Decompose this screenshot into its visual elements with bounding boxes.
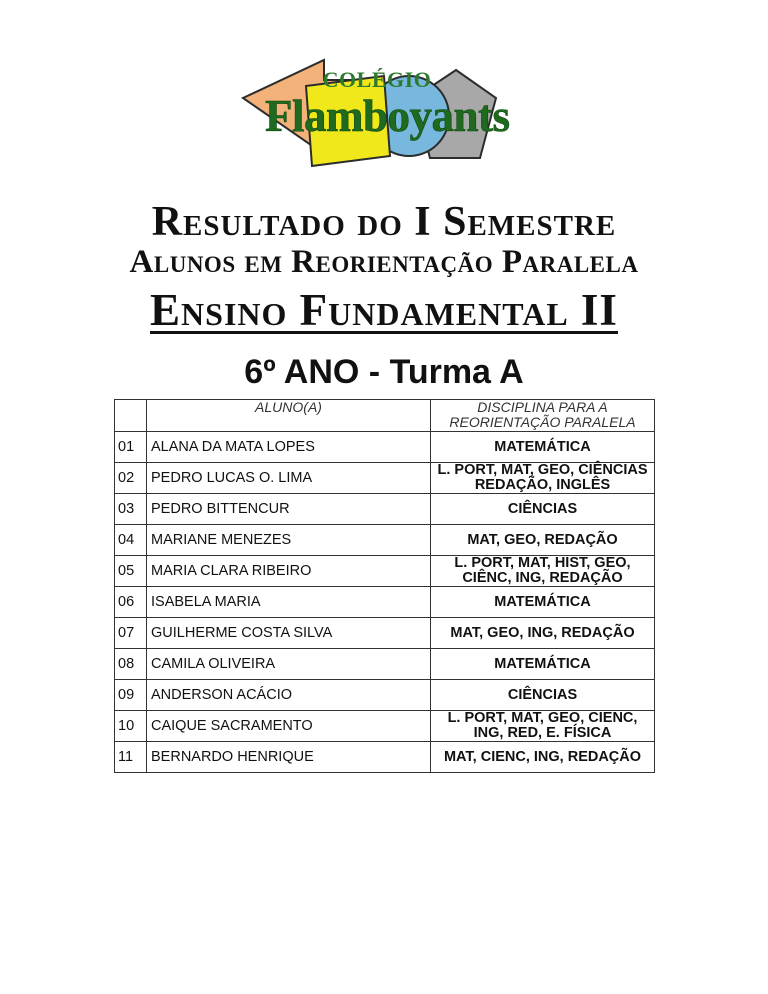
row-subjects: MATEMÁTICA [431, 432, 655, 463]
table-row [115, 587, 655, 618]
row-num: 06 [115, 587, 147, 618]
logo-college-text: COLÉGIO [322, 67, 432, 92]
row-subjects: L. PORT, MAT, GEO, CIÊNCIAS REDAÇÃO, INGLÊS [431, 463, 655, 494]
table-row [115, 680, 655, 711]
row-student-name: ALANA DA MATA LOPES [147, 432, 431, 463]
row-subjects: MATEMÁTICA [431, 587, 655, 618]
row-num: 03 [115, 494, 147, 525]
row-num: 09 [115, 680, 147, 711]
row-num: 01 [115, 432, 147, 463]
page-title: Resultado do I Semestre [151, 199, 617, 245]
row-num: 08 [115, 649, 147, 680]
table-row [115, 618, 655, 649]
results-table [114, 399, 655, 773]
table-row [115, 742, 655, 773]
table-row [115, 556, 655, 587]
header-num [115, 400, 147, 432]
section-title-text: Ensino Fundamental II [150, 285, 618, 335]
row-num: 07 [115, 618, 147, 649]
row-student-name: MARIANE MENEZES [147, 525, 431, 556]
row-student-name: PEDRO LUCAS O. LIMA [147, 463, 431, 494]
row-num: 04 [115, 525, 147, 556]
row-subjects: MAT, GEO, ING, REDAÇÃO [431, 618, 655, 649]
header-subjects: DISCIPLINA PARA A REORIENTAÇÃO PARALELA [431, 400, 655, 432]
row-subjects: CIÊNCIAS [431, 680, 655, 711]
table-row [115, 525, 655, 556]
table-row [115, 432, 655, 463]
row-subjects: L. PORT, MAT, HIST, GEO, CIÊNC, ING, REDAÇÃO [431, 556, 655, 587]
page-section-title [0, 284, 768, 336]
row-subjects: L. PORT, MAT, GEO, CIENC, ING, RED, E. FÍSICA [431, 711, 655, 742]
row-student-name: GUILHERME COSTA SILVA [147, 618, 431, 649]
row-subjects: MAT, CIENC, ING, REDAÇÃO [431, 742, 655, 773]
table-row [115, 494, 655, 525]
school-logo [238, 58, 508, 174]
row-subjects: MAT, GEO, REDAÇÃO [431, 525, 655, 556]
row-student-name: MARIA CLARA RIBEIRO [147, 556, 431, 587]
row-num: 10 [115, 711, 147, 742]
row-student-name: ANDERSON ACÁCIO [147, 680, 431, 711]
table-row [115, 649, 655, 680]
row-subjects: CIÊNCIAS [431, 494, 655, 525]
row-num: 02 [115, 463, 147, 494]
row-student-name: ISABELA MARIA [147, 587, 431, 618]
logo-brand-text: Flamboyants [265, 91, 510, 141]
row-student-name: BERNARDO HENRIQUE [147, 742, 431, 773]
header-student: ALUNO(A) [147, 400, 431, 432]
table-row [115, 711, 655, 742]
row-num: 05 [115, 556, 147, 587]
row-subjects: MATEMÁTICA [431, 649, 655, 680]
row-student-name: CAMILA OLIVEIRA [147, 649, 431, 680]
class-heading: 6º ANO - Turma A [244, 353, 524, 391]
table-header-row [115, 400, 655, 432]
row-student-name: CAIQUE SACRAMENTO [147, 711, 431, 742]
row-student-name: PEDRO BITTENCUR [147, 494, 431, 525]
row-num: 11 [115, 742, 147, 773]
page-subtitle: Alunos em Reorientação Paralela [129, 244, 639, 280]
table-row [115, 463, 655, 494]
